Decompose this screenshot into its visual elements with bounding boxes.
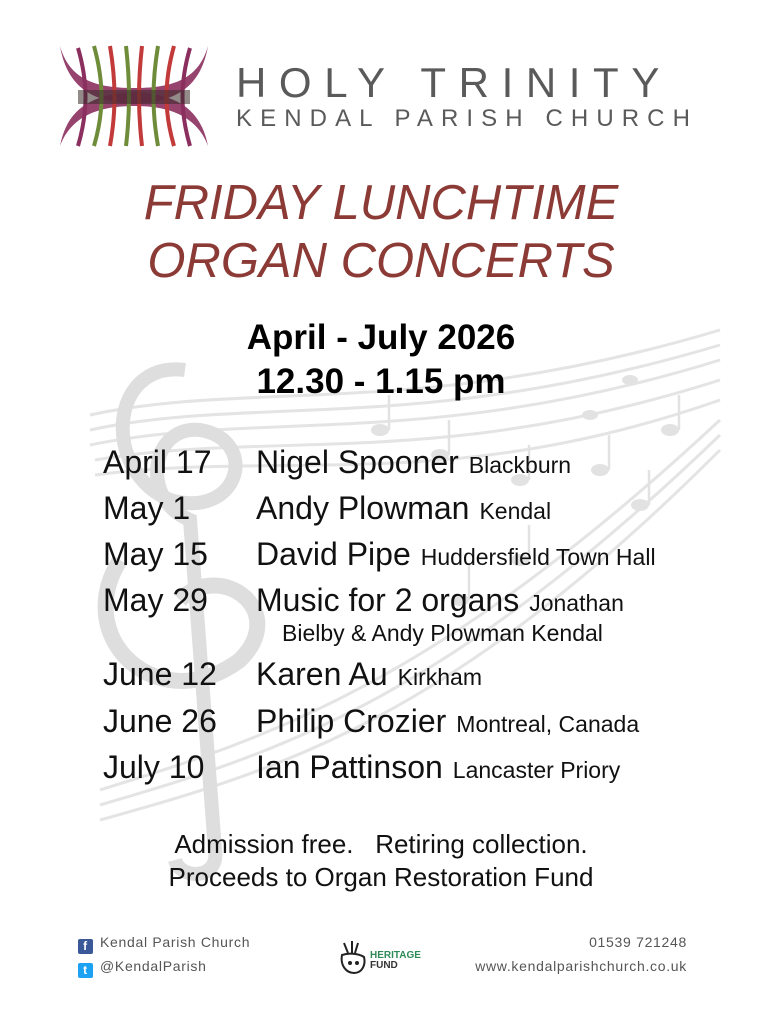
- concert-location: Lancaster Priory: [452, 757, 621, 783]
- concert-location: Kendal: [479, 498, 552, 524]
- concert-location: Kirkham: [397, 664, 483, 690]
- concert-row: [0, 650, 762, 698]
- headline-line1: FRIDAY LUNCHTIME: [143, 176, 619, 230]
- concert-row: [0, 697, 762, 745]
- heritage-line2: FUND: [370, 960, 398, 971]
- concert-date: June 26: [103, 703, 217, 739]
- twitter-icon: t: [78, 963, 93, 978]
- concert-performer: Ian Pattinson: [256, 749, 443, 785]
- concert-date: June 12: [103, 656, 217, 692]
- concert-performer: Music for 2 organs: [256, 582, 520, 618]
- concert-date: May 29: [103, 582, 208, 618]
- admission-line2: Proceeds to Organ Restoration Fund: [168, 862, 594, 892]
- concert-date: April 17: [103, 444, 212, 480]
- twitter-label: @KendalParish: [100, 958, 207, 974]
- concert-performer: Andy Plowman: [256, 490, 470, 526]
- concert-date: May 1: [103, 490, 191, 526]
- facebook-label: Kendal Parish Church: [100, 934, 251, 950]
- schedule-time: 12.30 - 1.15 pm: [256, 362, 506, 401]
- concert-performer: David Pipe: [256, 536, 411, 572]
- concert-location: Jonathan: [529, 590, 624, 616]
- concert-row: [0, 438, 762, 486]
- church-logo: [58, 42, 210, 148]
- concert-row: [0, 484, 762, 532]
- concert-date: May 15: [103, 536, 208, 572]
- concert-performer: Karen Au: [256, 656, 388, 692]
- concert-location: Blackburn: [468, 452, 572, 478]
- concert-location: Huddersfield Town Hall: [420, 544, 656, 570]
- heritage-fund-logo: [338, 937, 432, 977]
- concert-date: July 10: [103, 749, 205, 785]
- concert-row: [0, 530, 762, 578]
- concert-row: [0, 576, 762, 646]
- concert-location-continuation: Bielby & Andy Plowman Kendal: [282, 620, 603, 646]
- church-name: [236, 59, 699, 132]
- church-name-line1: HOLY TRINITY: [236, 59, 672, 106]
- lottery-hand-icon: [338, 939, 368, 975]
- concert-location: Montreal, Canada: [456, 711, 640, 737]
- concert-row: [0, 743, 762, 791]
- facebook-link[interactable]: [78, 934, 250, 954]
- concert-performer: Nigel Spooner: [256, 444, 459, 480]
- admission-info: [0, 828, 762, 894]
- facebook-icon: f: [78, 939, 93, 954]
- concert-performer: Philip Crozier: [256, 703, 447, 739]
- schedule-period: April - July 2026: [246, 318, 516, 357]
- phone-number: 01539 721248: [589, 934, 687, 950]
- twitter-link[interactable]: [78, 958, 207, 978]
- website-link[interactable]: www.kendalparishchurch.co.uk: [475, 958, 687, 974]
- headline-line2: ORGAN CONCERTS: [147, 234, 615, 288]
- church-name-line2: KENDAL PARISH CHURCH: [236, 105, 699, 132]
- admission-line1: Admission free. Retiring collection.: [174, 829, 588, 859]
- heritage-line1: HERITAGE: [370, 950, 421, 961]
